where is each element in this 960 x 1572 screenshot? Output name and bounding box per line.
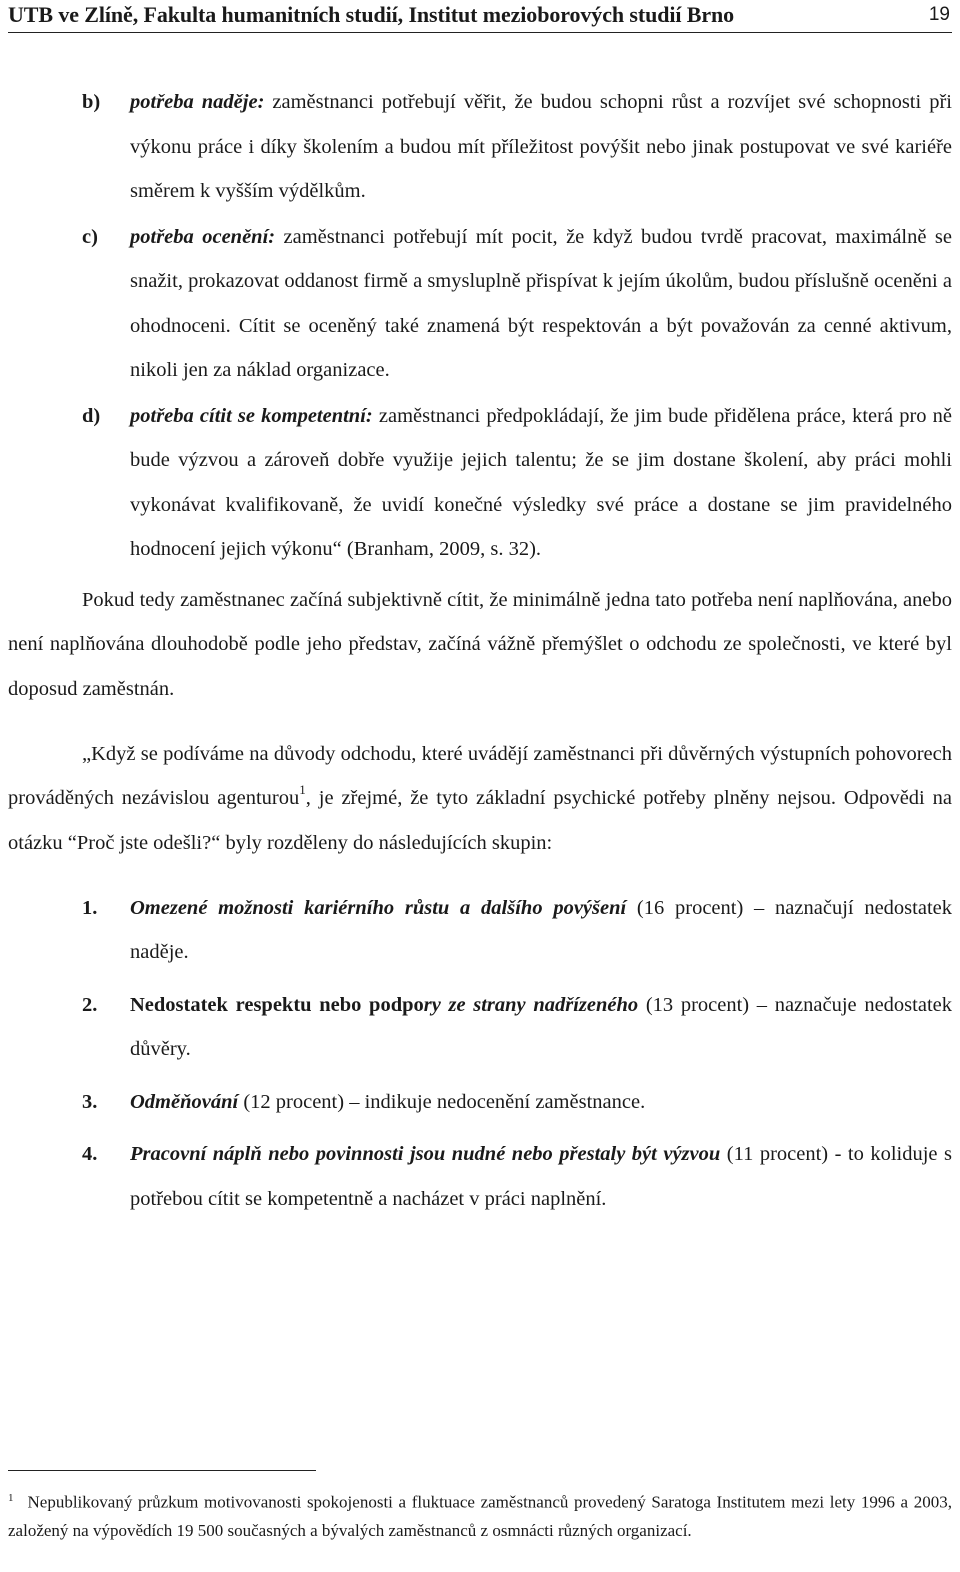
need-term: potřeba naděje: xyxy=(130,91,265,113)
footnote xyxy=(8,1484,952,1546)
footnote-text: Nepublikovaný průzkum motivovanosti spokojenosti a fluktuace zaměstnanců provedený Saratoga Institutem mezi lety 1996 a 2003, založený na výpovědích 19 500 současných a bývalých zaměstnanců z osmnácti různých organizací. xyxy=(8,1492,952,1541)
page-number: 19 xyxy=(928,4,950,25)
list-marker: 3. xyxy=(82,1090,98,1113)
need-description: zaměstnanci potřebují mít pocit, že když budou tvrdě pracovat, maximálně se snažit, prokazovat oddanost firmě a smysluplně přispívat k jejím úkolům, budou příslušně oceněni a ohodnoceni. Cítit se oceněný také znamená být respektován a být považován za cenné aktivum, nikoli jen za náklad organizace. xyxy=(130,225,952,381)
list-marker: 1. xyxy=(82,896,98,919)
need-description: zaměstnanci potřebují věřit, že budou schopni růst a rozvíjet své schopnosti při výkonu práce i díky školením a budou mít příležitost povýšit nebo jinak postupovat ve své kariéře směrem k vyšším výdělkům. xyxy=(130,91,952,202)
reason-title: Omezené možnosti kariérního růstu a dalšího povýšení xyxy=(130,896,627,919)
footnote-reference: 1 xyxy=(299,782,306,798)
list-marker: 2. xyxy=(82,993,98,1016)
reason-description: (13 procent) – naznačuje nedostatek důvěry. xyxy=(130,993,952,1060)
list-marker: 4. xyxy=(82,1143,98,1165)
reason-title: Pracovní náplň nebo povinnosti jsou nudné nebo přestaly být výzvou xyxy=(130,1143,721,1165)
reason-title: ry ze strany nadřízeného xyxy=(423,993,639,1016)
reason-item-2 xyxy=(8,983,952,1072)
reason-item-4 xyxy=(8,1132,952,1221)
paragraph-departure: Pokud tedy zaměstnanec začíná subjektivně cítit, že minimálně jedna tato potřeba není naplňována, anebo není naplňována dlouhodobě podle jeho představ, začíná vážně přemýšlet o odchodu ze společnosti, ve které byl doposud zaměstnán. xyxy=(8,588,952,700)
paragraph-exit-interviews xyxy=(8,732,952,866)
list-marker: b) xyxy=(82,91,101,113)
list-marker: c) xyxy=(82,225,98,248)
reason-title-bold: Nedostatek respektu nebo podpo xyxy=(130,993,424,1016)
running-header xyxy=(8,0,952,33)
reason-description: (16 procent) – naznačují nedostatek naděje. xyxy=(130,896,952,963)
reason-title: Odměňování xyxy=(130,1090,239,1113)
list-marker: d) xyxy=(82,404,101,427)
reason-item-1 xyxy=(8,886,952,975)
footnote-mark: 1 xyxy=(8,1492,14,1504)
reason-description: (11 procent) - to koliduje s potřebou cítit se kompetentně a nacházet v práci naplnění. xyxy=(130,1143,952,1210)
need-term: potřeba ocenění: xyxy=(130,225,276,248)
paragraph-text-before: „Když se podíváme na důvody odchodu, které uvádějí zaměstnanci při důvěrných výstupních pohovorech prováděných nezávislou agenturou xyxy=(8,742,952,809)
page-body xyxy=(8,80,952,1229)
reason-description: (12 procent) – indikuje nedocenění zaměstnance. xyxy=(238,1090,646,1113)
header-title: UTB ve Zlíně, Fakulta humanitních studií, Institut mezioborových studií Brno xyxy=(8,2,735,27)
need-description: zaměstnanci předpokládají, že jim bude přidělena práce, která pro ně bude výzvou a zároveň dobře využije jejich talentu; že se jim dostane školení, aby práci mohli vykonávat kvalifikovaně, že uvidí konečné výsledky své práce a dostane se jim pravidelného hodnocení jejich výkonu“ (Branham, 2009, s. 32). xyxy=(130,404,953,560)
reasons-list xyxy=(8,886,952,1222)
need-term: potřeba cítit se kompetentní: xyxy=(130,404,373,427)
list-item-need-appreciation xyxy=(8,215,952,393)
list-item-need-hope xyxy=(8,80,952,214)
footnote-divider xyxy=(8,1470,316,1471)
list-item-need-competence xyxy=(8,394,952,572)
paragraph-text-after: , je zřejmé, že tyto základní psychické potřeby plněny nejsou. Odpovědi na otázku “Proč jste odešli?“ byly rozděleny do následujících skupin: xyxy=(8,787,952,854)
reason-item-3 xyxy=(8,1080,952,1125)
